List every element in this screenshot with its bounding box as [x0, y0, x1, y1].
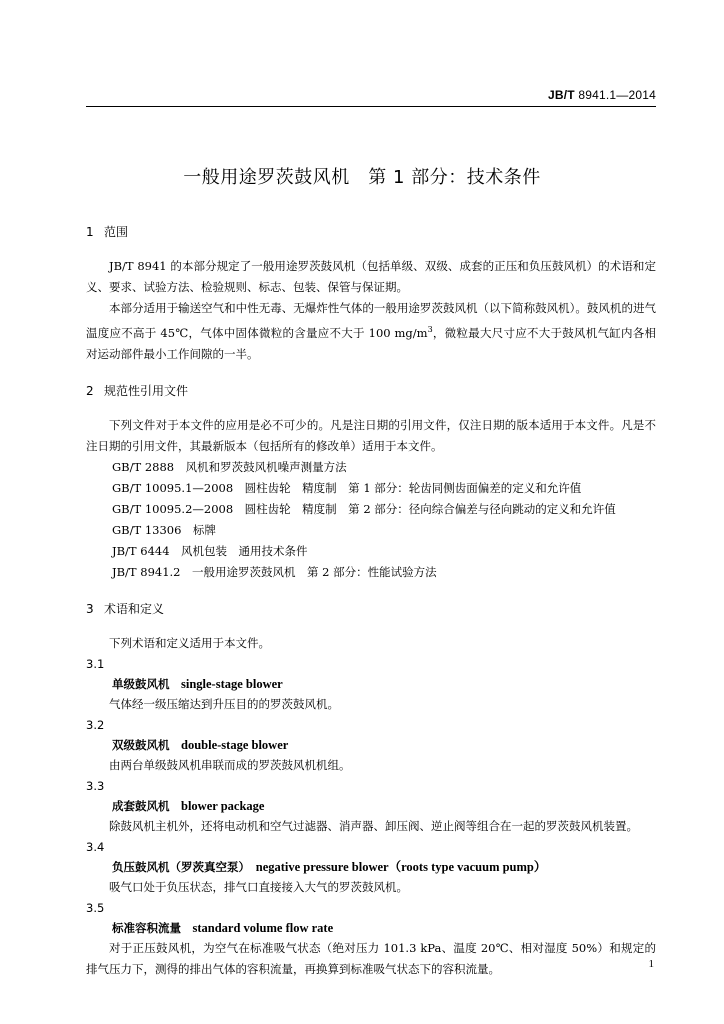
term-number: 3.4 — [86, 839, 105, 854]
term-en: blower package — [181, 798, 265, 813]
term-zh: 单级鼓风机 — [112, 676, 170, 691]
spacer — [86, 401, 656, 415]
term-en: single-stage blower — [181, 676, 283, 691]
spacer — [86, 619, 656, 633]
section-title: 范围 — [104, 225, 129, 239]
term-en: negative pressure blower（roots type vacuum pump） — [255, 859, 547, 874]
section-number: 2 — [86, 383, 94, 398]
section-heading-terms — [86, 599, 656, 619]
term-definition: 吸气口处于负压状态，排气口直接接入大气的罗茨鼓风机。 — [109, 879, 408, 894]
reference-item: JB/T 6444 风机包装 通用技术条件 — [112, 543, 308, 558]
term-definition: 除鼓风机主机外，还将电动机和空气过滤器、消声器、卸压阀、逆止阀等组合在一起的罗茨鼓风机装置。 — [109, 818, 638, 833]
term-en: double-stage blower — [181, 737, 289, 752]
header-rule — [86, 106, 656, 107]
section-number: 3 — [86, 601, 94, 616]
term-heading — [86, 796, 656, 816]
standard-number: 8941.1—2014 — [578, 88, 656, 102]
reference-item: GB/T 13306 标牌 — [112, 522, 216, 537]
reference-item: JB/T 8941.2 一般用途罗茨鼓风机 第 2 部分：性能试验方法 — [112, 564, 437, 579]
scope-paragraph-2-tail: ，微粒最大尺寸应不大于鼓风机气缸内各相对运动部件最小工作间隙的一半。 — [86, 325, 656, 361]
term-heading — [86, 918, 656, 938]
term-number: 3.1 — [86, 656, 105, 671]
term-definition: 对于正压鼓风机，为空气在标准吸气状态（绝对压力 101.3 kPa、温度 20℃、相对湿度 50%）和规定的排气压力下，测得的排出气体的容积流量，再换算到标准吸气状态下的容积流量。 — [86, 940, 656, 976]
section-heading-normative-references — [86, 381, 656, 401]
term-definition: 气体经一级压缩达到升压目的的罗茨鼓风机。 — [109, 696, 339, 711]
standard-prefix: JB/T — [548, 88, 575, 102]
term-heading — [86, 735, 656, 755]
scope-paragraph-2-text: 本部分适用于输送空气和中性无毒、无爆炸性气体的一般用途罗茨鼓风机（以下简称鼓风机）。鼓风机的进气温度应不高于 45℃，气体中固体微粒的含量应不大于 100 mg/m — [86, 301, 656, 340]
superscript: 3 — [427, 325, 433, 334]
document-title: 一般用途罗茨鼓风机 第 1 部分：技术条件 — [183, 167, 541, 188]
term-zh: 标准容积流量 — [112, 920, 181, 935]
terms-intro: 下列术语和定义适用于本文件。 — [109, 635, 270, 650]
scope-paragraph-1: JB/T 8941 的本部分规定了一般用途罗茨鼓风机（包括单级、双级、成套的正压和负压鼓风机）的术语和定义、要求、试验方法、检验规则、标志、包装、保管与保证期。 — [86, 259, 656, 294]
term-heading — [86, 857, 656, 877]
reference-item: GB/T 10095.2—2008 圆柱齿轮 精度制 第 2 部分：径向综合偏差与径向跳动的定义和允许值 — [112, 501, 616, 516]
section-title: 规范性引用文件 — [104, 383, 189, 398]
section-number: 1 — [86, 225, 94, 239]
standard-code — [548, 88, 656, 102]
section-heading-scope — [86, 222, 656, 242]
spacer — [86, 242, 656, 256]
term-zh: 双级鼓风机 — [112, 737, 170, 752]
term-zh: 成套鼓风机 — [112, 798, 170, 813]
term-en: standard volume flow rate — [192, 920, 334, 935]
term-heading — [86, 674, 656, 694]
document-body — [86, 222, 656, 980]
term-number: 3.2 — [86, 717, 105, 732]
term-definition: 由两台单级鼓风机串联而成的罗茨鼓风机机组。 — [109, 757, 351, 772]
page-number: 1 — [648, 958, 654, 970]
reference-item: GB/T 2888 风机和罗茨鼓风机噪声测量方法 — [112, 459, 347, 474]
scope-paragraph-2 — [86, 298, 656, 365]
term-number: 3.3 — [86, 778, 105, 793]
spacer — [86, 365, 656, 381]
section-title: 术语和定义 — [104, 601, 165, 616]
reference-item: GB/T 10095.1—2008 圆柱齿轮 精度制 第 1 部分：轮齿同侧齿面偏差的定义和允许值 — [112, 480, 582, 495]
references-intro: 下列文件对于本文件的应用是必不可少的。凡是注日期的引用文件，仅注日期的版本适用于本文件。凡是不注日期的引用文件，其最新版本（包括所有的修改单）适用于本文件。 — [86, 417, 656, 453]
term-number: 3.5 — [86, 900, 105, 915]
spacer — [86, 583, 656, 599]
term-zh: 负压鼓风机（罗茨真空泵） — [112, 859, 245, 874]
